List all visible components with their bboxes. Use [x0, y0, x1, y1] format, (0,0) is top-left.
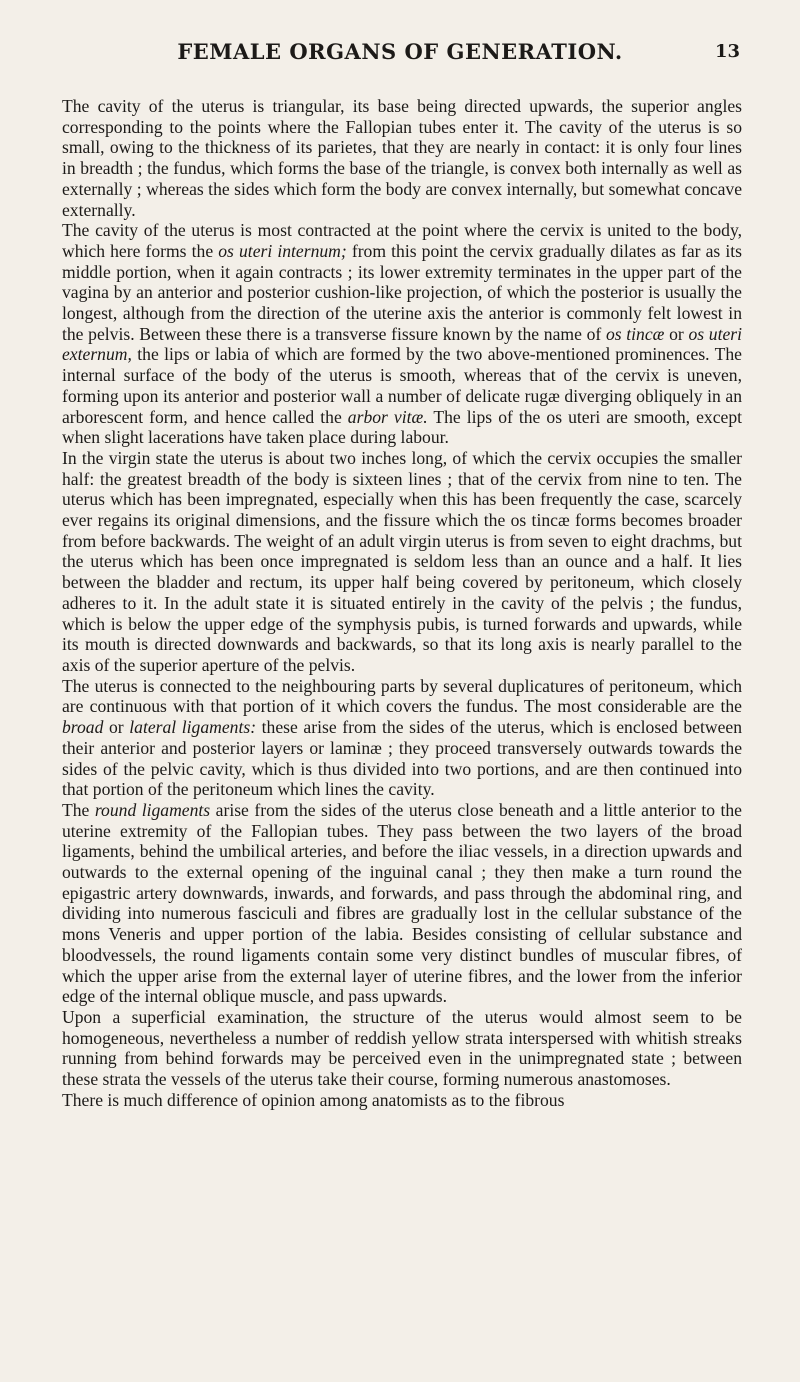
italic-term: arbor vitæ. — [347, 406, 428, 427]
text-run: There is much difference of opinion among anatomists as to the fibrous — [62, 1089, 565, 1110]
paragraph-structure — [62, 1007, 742, 1090]
text-run: The — [62, 799, 95, 820]
text-run: arise from the sides of the uterus close beneath and a little anterior to the uterine extremity of the Fallopian tubes. They pass between the two layers of the broad ligaments, behind the umbilical arteries, and before the iliac vessels, in a direction upwards and outwards to the external opening of the inguinal canal ; they then make a turn round the epigastric artery downwards, inwards, and forwards, and pass through the abdominal ring, and dividing into numerous fasciculi and fibres are gradually lost in the cellular substance of the mons Veneris and upper portion of the labia. Besides consisting of cellular substance and bloodvessels, the round ligaments contain some very distinct bundles of muscular fibres, of which the upper arise from the external layer of uterine fibres, and the lower from the inferior edge of the internal oblique muscle, and pass upwards. — [62, 799, 742, 1007]
body-text — [62, 96, 742, 1110]
page-number: 13 — [714, 41, 740, 62]
paragraph-cervix — [62, 220, 742, 448]
italic-term: os tincæ — [605, 323, 665, 344]
text-run: Upon a superficial examination, the structure of the uterus would almost seem to be homogeneous, nevertheless a number of reddish yellow strata interspersed with whitish streaks running from behind forwards may be perceived even in the unimpregnated state ; between these strata the vessels of the uterus take their course, forming numerous anastomoses. — [62, 1006, 742, 1090]
text-run: the lips or labia of which are formed by the two above-mentioned prominences. The internal surface of the body of the uterus is smooth, whereas that of the cervix is uneven, forming upon its anterior and posterior wall a number of delicate rugæ diverging obliquely in an arborescent form, and hence called the — [62, 344, 742, 427]
paragraph-fibrous-opinion — [62, 1090, 742, 1111]
text-run: The uterus is connected to the neighbouring parts by several duplicatures of peritoneum, which are continuous with that portion of it which covers the fundus. The most considerable are the — [62, 675, 742, 717]
text-run: these arise from the sides of the uterus, which is enclosed between their anterior and posterior layers or laminæ ; they proceed transversely outwards towards the sides of the pelvic cavity, which is thus divided into two portions, and are then continued into that portion of the peritoneum which lines the cavity. — [62, 717, 743, 800]
text-run: In the virgin state the uterus is about two inches long, of which the cervix occupies the smaller half: the greatest breadth of the body is sixteen lines ; that of the cervix from nine to ten. The uterus which has been impregnated, especially when this has been frequently the case, scarcely ever regains its original dimensions, and the fissure which the os tincæ forms becomes broader from before backwards. The weight of an adult virgin uterus is from seven to eight drachms, but the uterus which has been once impregnated is seldom less than an ounce and a half. It lies between the bladder and rectum, its upper half being covered by peritoneum, which closely adheres to it. In the adult state it is situated entirely in the cavity of the pelvis ; the fundus, which is below the upper edge of the symphysis pubis, is turned forwards and upwards, while its mouth is directed downwards and backwards, so that its long axis is nearly parallel to the axis of the superior aperture of the pelvis. — [62, 447, 742, 675]
italic-term: os uteri externum, — [62, 323, 742, 365]
italic-term: round ligaments — [94, 799, 211, 820]
text-run: from this point the cervix gradually dilates as far as its middle portion, when it again contracts ; its lower extremity terminates in the upper part of the vagina by an anterior and posterior cushion-like projection, of which the posterior is usually the longest, although from the direction of the uterine axis the anterior is commonly felt lowest in the pelvis. Between these there is a transverse fissure known by the name of — [62, 240, 742, 344]
text-run: The cavity of the uterus is triangular, its base being directed upwards, the superior angles corresponding to the points where the Fallopian tubes enter it. The cavity of the uterus is so small, owing to the thickness of its parietes, that they are nearly in contact: it is only four lines in breadth ; the fundus, which forms the base of the triangle, is convex both internally as well as externally ; whereas the sides which form the body are convex internally, but somewhat concave externally. — [62, 96, 742, 220]
paragraph-broad-ligaments — [62, 676, 742, 800]
italic-term: lateral ligaments: — [129, 717, 257, 738]
paragraph-cavity-shape — [62, 96, 742, 220]
paragraph-dimensions — [62, 448, 742, 676]
paragraph-round-ligaments — [62, 800, 742, 1007]
running-header — [60, 34, 740, 70]
italic-term: broad — [62, 717, 104, 738]
running-title: FEMALE ORGANS OF GENERATION. — [177, 39, 623, 64]
text-run: The cavity of the uterus is most contracted at the point where the cervix is united to the body, which here forms the — [62, 220, 742, 261]
text-run: The lips of the os uteri are smooth, except when slight lacerations have taken place during labour. — [62, 406, 743, 448]
text-run: or — [103, 717, 130, 738]
text-run: or — [664, 323, 689, 344]
italic-term: os uteri internum; — [218, 240, 347, 261]
